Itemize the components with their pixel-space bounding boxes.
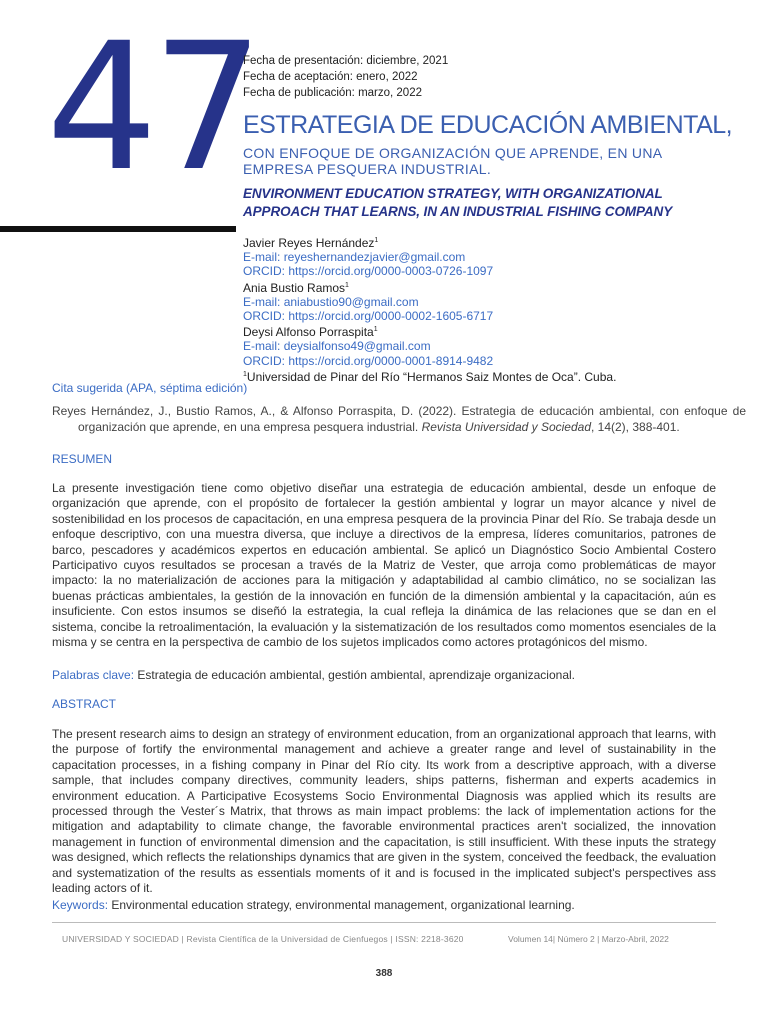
resumen-heading: RESUMEN — [52, 452, 113, 466]
citation-heading: Cita sugerida (APA, séptima edición) — [52, 381, 248, 395]
keywords: Keywords: Environmental education strategy, environmental management, organizational learning. — [52, 898, 575, 912]
email-link[interactable]: deysialfonso49@gmail.com — [283, 339, 431, 354]
publication-dates — [243, 53, 448, 101]
date-accepted: Fecha de aceptación: enero, 2022 — [243, 71, 418, 83]
footer-journal: UNIVERSIDAD Y SOCIEDAD | Revista Científica de la Universidad de Cienfuegos | ISSN: 2218-3620 — [62, 934, 464, 944]
date-submitted: Fecha de presentación: diciembre, 2021 — [243, 55, 449, 67]
abstract-text: The present research aims to design an strategy of environment education, from an organizational approach that learns, with the purpose of fortify the environmental management and achieve a greater range and level of sustainability in the capacitation processes, in a fishing company in Pinar del Río city. Its work from a descriptive approach, with a diverse sample, that includes company directives, community leaders, ships patterns, fisherman and experts academics in environment education. A Participative Ecosystems Socio Environmental Diagnosis was applied which its results are processed through the Vester´s Matrix, that throws as main impact problems: the lack of implementation actions for the mitigation and adaptability to climate change, the favorable environmental practices aren't socialized, the innovation management in function of environmental dimension and the capacitation, is still insufficient. With these inputs the strategy was designed, which reflects the relationships dynamics that are given in the system, conceived the feedback, the evaluation and systematization of the results as essentials moments of it and is focused in the implicated subject's perspectives ass leading actors of it. — [52, 727, 716, 896]
date-published: Fecha de publicación: marzo, 2022 — [243, 87, 422, 99]
author-name: Javier Reyes Hernández$^1$ — [243, 236, 379, 250]
title-es-main: ESTRATEGIA DE EDUCACIÓN AMBIENTAL, — [243, 111, 733, 139]
title-en: ENVIRONMENT EDUCATION STRATEGY, WITH ORGANIZATIONAL APPROACH THAT LEARNS, IN AN INDUSTRIAL FISHING COMPANY — [243, 186, 673, 219]
author-name: Deysi Alfonso Porraspita$^1$ — [243, 325, 378, 340]
orcid-link[interactable]: https://orcid.org/0000-0003-0726-1097 — [288, 264, 494, 279]
resumen-text: La presente investigación tiene como objetivo diseñar una estrategia de educación ambiental, desde un enfoque de organización que aprende, con el propósito de fortalecer la gestión ambiental y lograr un mayor alcance y nivel de sostenibilidad en los procesos de capacitación, en una empresa pesquera de la provincia Pinar del Río. Se trabaja desde un enfoque descriptivo, con una muestra diversa, que incluye a directivos de la empresa, líderes comunitarios, patrones de barco, pescadores y académicos expertos en educación ambiental. Se aplicó un Diagnóstico Socio Ambiental Costero Participativo cuyos resultados se procesan a través de la Matriz de Vester, que arroja como problemáticas de mayor impacto: la no materialización de acciones para la mitigación y adaptabilidad al cambio climático, no se socializan las buenas prácticas ambientales, la gestión de la innovación en función de la dimensión ambiental y la capacitación, aún es insuficiente. Con estos insumos se diseñó la estrategia, la cual refleja la dinámica de las relaciones que se dan en el sistema, concibe la retroalimentación, la evaluación y la sistematización de los resultados como momentos esenciales de la misma y se centra en la perspectiva de cambio de los sujetos implicados como actores protagónicos del mismo. — [52, 481, 716, 650]
footer-volume: Volumen 14| Número 2 | Marzo-Abril, 2022 — [508, 934, 669, 944]
author-email: E-mail: reyeshernandezjavier@gmail.com — [243, 250, 466, 265]
header-rule — [0, 226, 236, 232]
footer-divider — [52, 922, 716, 923]
author-email: E-mail: aniabustio90@gmail.com — [243, 294, 419, 309]
author-orcid: ORCID: https://orcid.org/0000-0001-8914-9482 — [243, 353, 494, 368]
email-link[interactable]: aniabustio90@gmail.com — [283, 294, 419, 309]
author-email: E-mail: deysialfonso49@gmail.com — [243, 339, 431, 354]
email-link[interactable]: reyeshernandezjavier@gmail.com — [283, 250, 466, 265]
palabras-clave: Palabras clave: Estrategia de educación ambiental, gestión ambiental, aprendizaje organizacional. — [52, 668, 575, 682]
page-number: 388 — [375, 968, 393, 979]
title-es-sub: CON ENFOQUE DE ORGANIZACIÓN QUE APRENDE, EN UNA EMPRESA PESQUERA INDUSTRIAL. — [243, 145, 662, 177]
orcid-link[interactable]: https://orcid.org/0000-0001-8914-9482 — [288, 353, 494, 368]
author-name: Ania Bustio Ramos$^1$ — [243, 280, 349, 295]
author-orcid: ORCID: https://orcid.org/0000-0002-1605-6717 — [243, 309, 494, 324]
affiliation: $^1$Universidad de Pinar del Río “Hermanos Saiz Montes de Oca”. Cuba. — [243, 369, 617, 384]
abstract-heading: ABSTRACT — [52, 697, 117, 711]
author-orcid: ORCID: https://orcid.org/0000-0003-0726-1097 — [243, 264, 494, 279]
author-block — [243, 234, 616, 384]
citation: Reyes Hernández, J., Bustio Ramos, A., & Alfonso Porraspita, D. (2022). Estrategia de educación ambiental, con enfoque de organización que aprende, en una empresa pesquera industrial. Revista Universidad y Sociedad, 14(2), 388-401. — [52, 404, 746, 434]
orcid-link[interactable]: https://orcid.org/0000-0002-1605-6717 — [288, 309, 494, 324]
article-number: 47 — [46, 5, 258, 210]
